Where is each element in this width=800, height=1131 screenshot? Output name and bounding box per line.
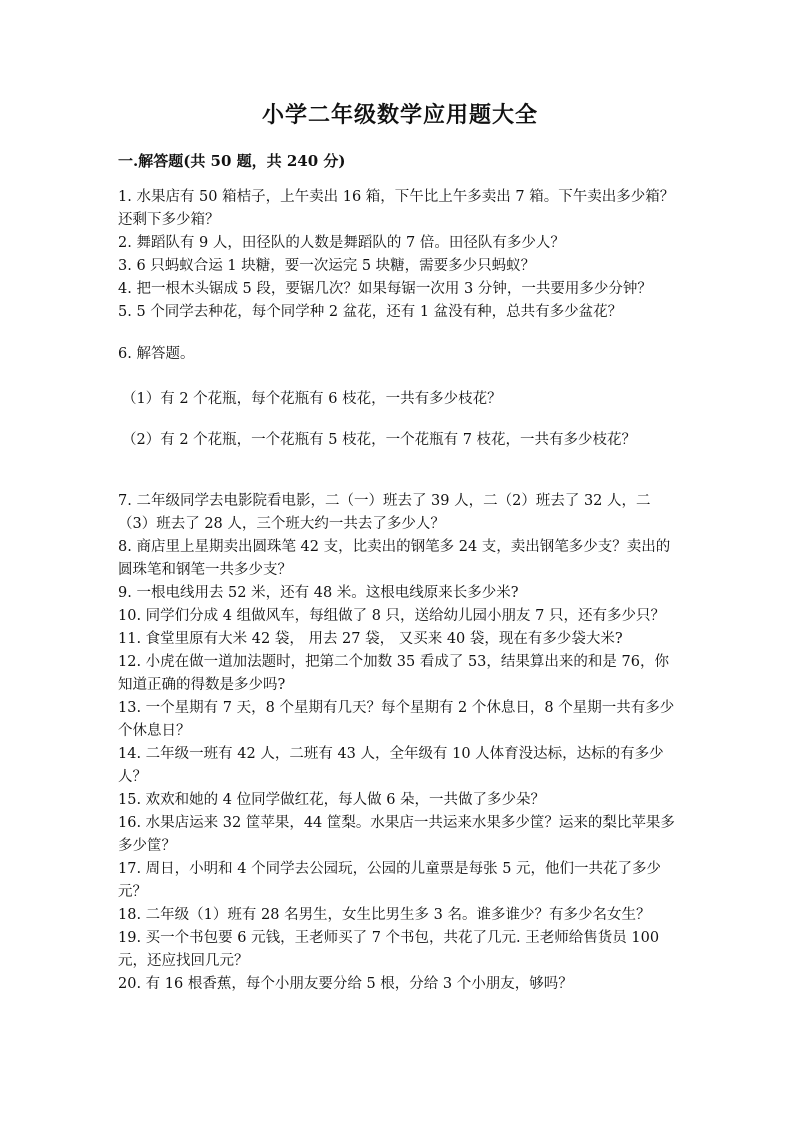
question-6-part-2: （2）有 2 个花瓶，一个花瓶有 5 枝花，一个花瓶有 7 枝花，一共有多少枝花？ [122,432,637,448]
question-9: 9. 一根电线用去 52 米，还有 48 米。这根电线原来长多少米? [118,585,519,601]
question-4: 4. 把一根木头锯成 5 段，要锯几次？如果每锯一次用 3 分钟，一共要用多少分钟？ [118,281,652,297]
question-5: 5. 5 个同学去种花，每个同学种 2 盆花，还有 1 盆没有种，总共有多少盆花？ [118,304,623,320]
document-title: 小学二年级数学应用题大全 [261,102,538,128]
question-12: 12. 小虎在做一道加法题时，把第二个加数 35 看成了 53，结果算出来的和是 76，你知道正确的得数是多少吗? [118,654,669,693]
question-20: 20. 有 16 根香蕉，每个小朋友要分给 5 根，分给 3 个小朋友，够吗？ [118,976,573,992]
question-7: 7. 二年级同学去电影院看电影，二（一）班去了 39 人，二（2）班去了 32 人，二（3）班去了 28 人，三个班大约一共去了多少人？ [118,493,651,532]
question-1: 1. 水果店有 50 箱桔子，上午卖出 16 箱，下午比上午多卖出 7 箱。下午卖出多少箱？还剩下多少箱？ [118,189,675,228]
section-heading: 一.解答题(共 50 题，共 240 分) [118,152,346,170]
question-16: 16. 水果店运来 32 筐苹果，44 筐梨。水果店一共运来水果多少筐？运来的梨比苹果多多少筐？ [118,815,675,854]
question-3: 3. 6 只蚂蚁合运 1 块糖，要一次运完 5 块糖，需要多少只蚂蚁？ [118,258,536,274]
question-18: 18. 二年级（1）班有 28 名男生，女生比男生多 3 名。谁多谁少？有多少名女生？ [118,907,651,923]
question-15: 15. 欢欢和她的 4 位同学做红花，每人做 6 朵，一共做了多少朵？ [118,792,546,808]
question-17: 17. 周日，小明和 4 个同学去公园玩，公园的儿童票是每张 5 元，他们一共花了多少元？ [118,861,662,900]
question-14: 14. 二年级一班有 42 人，二班有 43 人，全年级有 10 人体育没达标，达标的有多少人？ [118,746,664,785]
question-list [118,186,678,996]
question-8: 8. 商店里上星期卖出圆珠笔 42 支，比卖出的钢笔多 24 支，卖出钢笔多少支？卖出的圆珠笔和钢笔一共多少支？ [118,539,671,578]
question-2: 2. 舞蹈队有 9 人，田径队的人数是舞蹈队的 7 倍。田径队有多少人？ [118,235,565,251]
question-10: 10. 同学们分成 4 组做风车，每组做了 8 只，送给幼儿园小朋友 7 只，还有多少只？ [118,608,665,624]
question-6-part-1: （1）有 2 个花瓶，每个花瓶有 6 枝花，一共有多少枝花？ [122,391,502,407]
question-13: 13. 一个星期有 7 天，8 个星期有几天？每个星期有 2 个休息日，8 个星期一共有多少个休息日？ [118,700,675,739]
question-11: 11. 食堂里原有大米 42 袋， 用去 27 袋， 又买来 40 袋，现在有多少袋大米? [118,631,623,647]
question-6: 6. 解答题。 [118,346,195,362]
question-19: 19. 买一个书包要 6 元钱，王老师买了 7 个书包，共花了几元. 王老师给售货员 100 元，还应找回几元？ [118,930,660,969]
